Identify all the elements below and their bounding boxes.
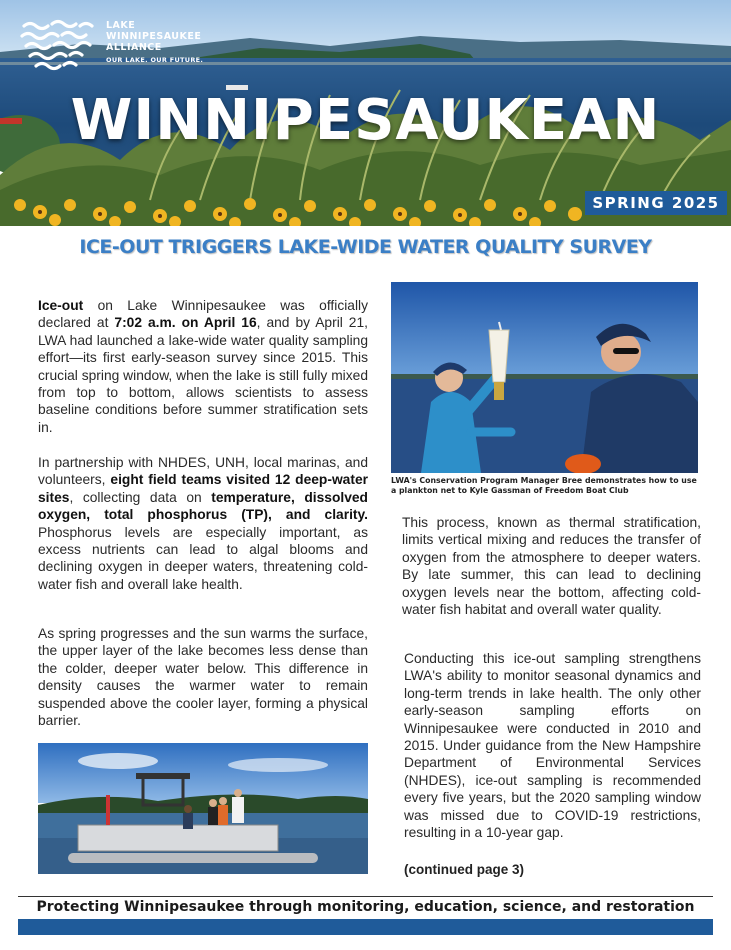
logo-tagline: OUR LAKE. OUR FUTURE. bbox=[106, 56, 204, 64]
footer-divider bbox=[18, 896, 713, 897]
continued-link[interactable]: (continued page 3) bbox=[404, 862, 525, 877]
logo-text bbox=[106, 20, 203, 64]
plankton-illustration bbox=[391, 282, 698, 473]
footer-bar bbox=[18, 919, 713, 935]
wave-logo-icon bbox=[20, 18, 102, 76]
issue-badge: SPRING 2025 bbox=[585, 191, 727, 215]
photo-caption: LWA's Conservation Program Manager Bree demonstrates how to use a plankton net to Kyle Gassman of Freedom Boat Club bbox=[391, 476, 697, 495]
lwa-logo[interactable] bbox=[20, 18, 210, 78]
article-headline: ICE-OUT TRIGGERS LAKE-WIDE WATER QUALITY SURVEY bbox=[79, 236, 652, 258]
paragraph-stratification: This process, known as thermal stratification, limits vertical mixing and reduces the transfer of oxygen from the atmosphere to deeper waters. By late summer, this can lead to declining oxygen levels near the bottom, affecting cold-water fish habitat and overall water quality. bbox=[402, 515, 701, 618]
paragraph-sampling-history: Conducting this ice-out sampling strengthens LWA's ability to monitor seasonal dynamics and long-term trends in lake health. The only other early-season sampling efforts on Winnipesaukee were conducted in 2010 and 2015. Under guidance from the New Hampshire Department of Environmental Services (NHDES), ice-out sampling is recommended every five years, but the 2020 sampling window was missed due to COVID-19 restrictions, resulting in a 10-year gap. bbox=[404, 651, 701, 841]
newsletter-title: WINNIPESAUKEAN bbox=[70, 88, 661, 153]
paragraph-partnership bbox=[38, 454, 368, 593]
ice-out-time: 7:02 a.m. on April 16 bbox=[114, 315, 257, 331]
p2-text-2: , collecting data on bbox=[69, 489, 212, 505]
p2-text-3: Phosphorus levels are especially important, as excess nutrients can lead to algal blooms and declining oxygen in deeper waters, threatening cold-water fish and overall lake health. bbox=[38, 524, 368, 592]
logo-line-2: WINNIPESAUKEE bbox=[106, 31, 202, 42]
logo-line-3: ALLIANCE bbox=[106, 42, 162, 53]
paragraph-ice-out bbox=[38, 297, 368, 436]
header-banner bbox=[0, 0, 731, 226]
paragraph-spring-warming: As spring progresses and the sun warms the surface, the upper layer of the lake becomes less dense than the colder, deeper water below. This difference in density causes the warmer water to remain suspended above the cooler layer, forming a physical barrier. bbox=[38, 626, 368, 729]
field-teams-highlight: eight field teams visited 12 deep-water sites bbox=[38, 472, 368, 505]
footer-mission: Protecting Winnipesaukee through monitoring, education, science, and restoration bbox=[36, 899, 695, 915]
boat-illustration bbox=[38, 743, 368, 874]
photo-sampling-boat bbox=[38, 743, 368, 874]
parameters-highlight: temperature, dissolved oxygen, total phosphorus (TP), and clarity. bbox=[38, 489, 368, 523]
logo-line-1: LAKE bbox=[106, 20, 136, 31]
photo-plankton-net-demo bbox=[391, 282, 698, 473]
p1-text-2: , and by April 21, LWA had launched a lake-wide water quality sampling effort—its first early-season survey since 2015. This crucial spring window, when the lake is still fully mixed from top to bottom, allows scientists to assess baseline conditions before summer stratification sets in. bbox=[38, 315, 368, 435]
p1-text-1: on Lake Winnipesaukee was officially declared at bbox=[38, 298, 368, 331]
p2-text-1: In partnership with NHDES, UNH, local marinas, and volunteers, bbox=[38, 455, 368, 488]
ice-out-term: Ice-out bbox=[38, 298, 84, 313]
